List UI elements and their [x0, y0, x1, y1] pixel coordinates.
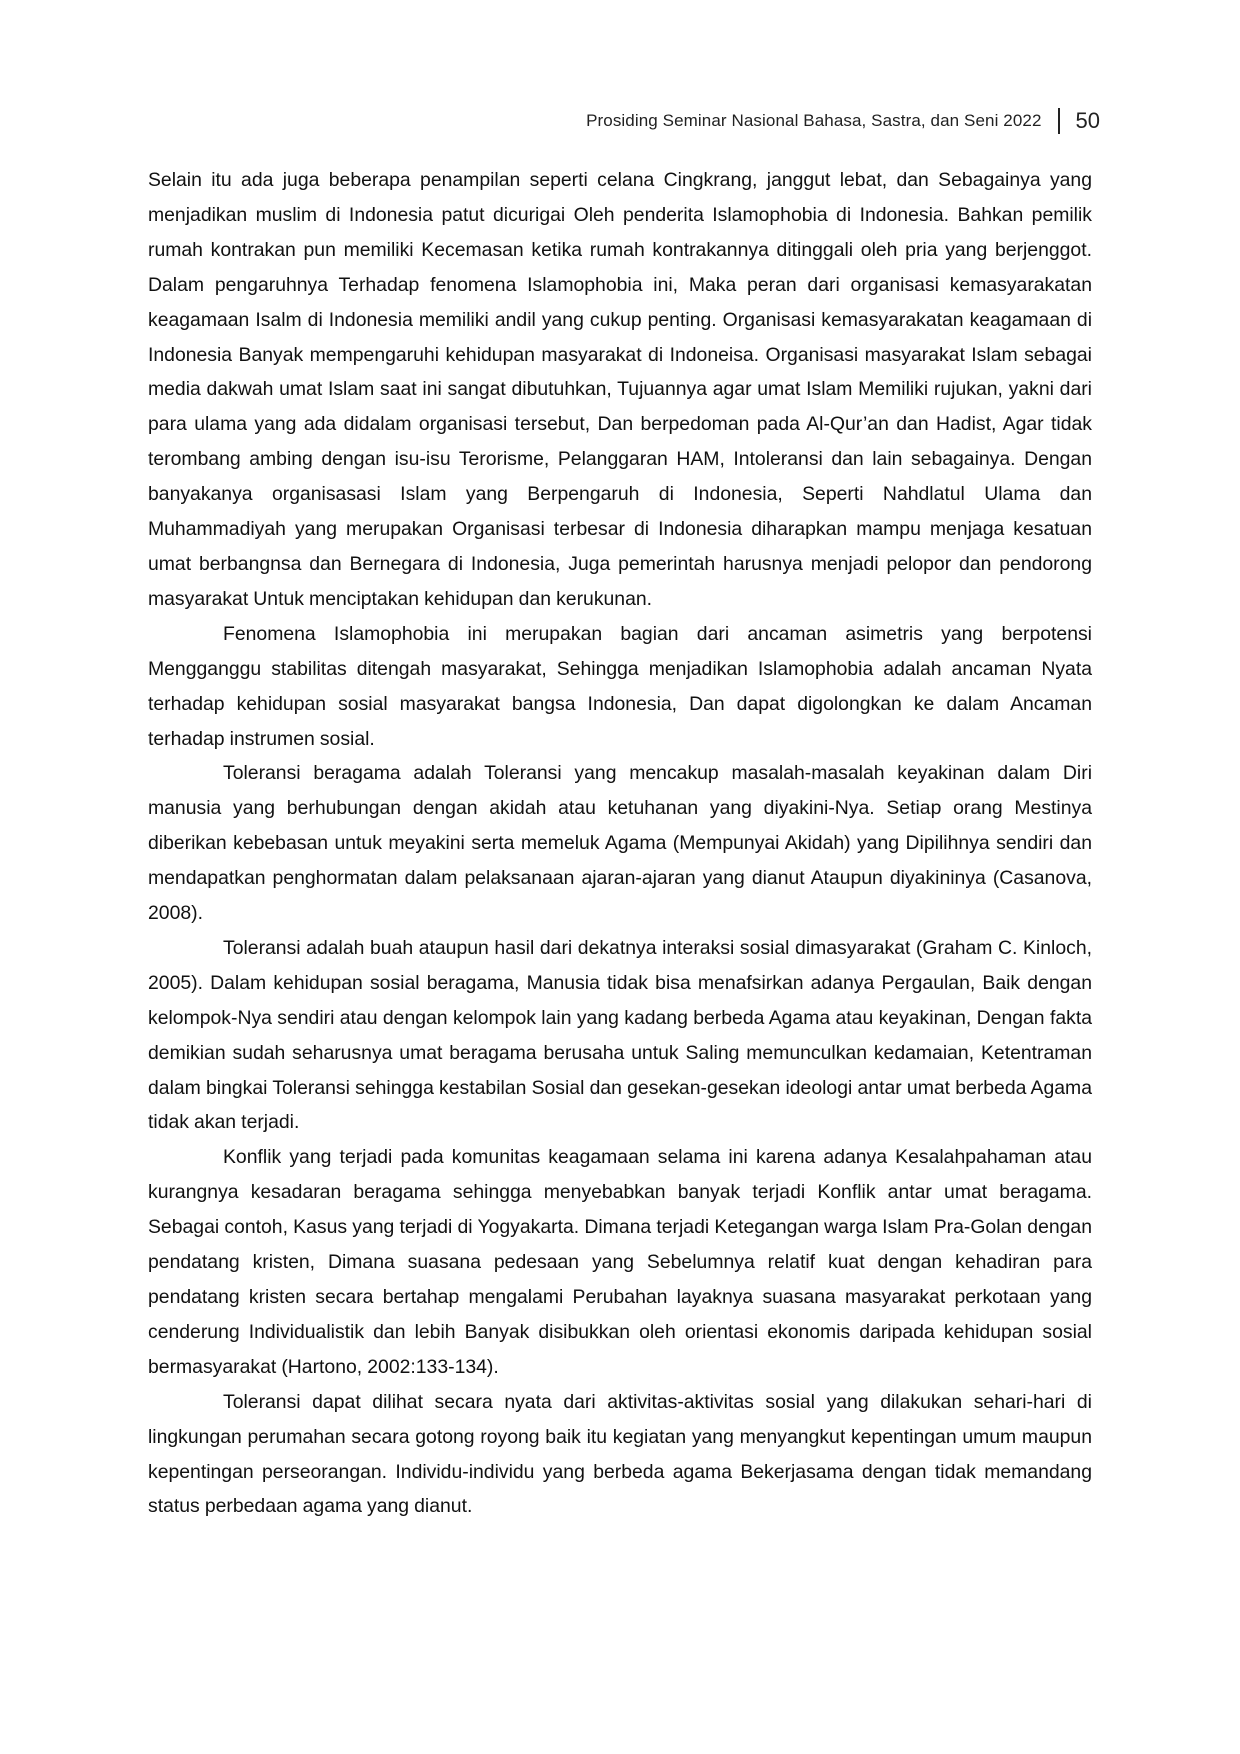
- paragraph-2: Fenomena Islamophobia ini merupakan bagian dari ancaman asimetris yang berpotensi Mengganggu stabilitas ditengah masyarakat, Sehingga menjadikan Islamophobia adalah ancaman Nyata terhadap kehidupan sosial masyarakat bangsa Indonesia, Dan dapat digolongkan ke dalam Ancaman terhadap instrumen sosial.: [148, 622, 1092, 750]
- paragraph-1: Selain itu ada juga beberapa penampilan seperti celana Cingkrang, janggut lebat, dan Sebagainya yang menjadikan muslim di Indonesia patut dicurigai Oleh penderita Islamophobia di Indonesia. Bahkan pemilik rumah kontrakan pun memiliki Kecemasan ketika rumah kontrakannya ditinggali oleh pria yang berjenggot. Dalam pengaruhnya Terhadap fenomena Islamophobia ini, Maka peran dari organisasi kemasyarakatan keagamaan Isalm di Indonesia memiliki andil yang cukup penting. Organisasi kemasyarakatan keagamaan di Indonesia Banyak mempengaruhi kehidupan masyarakat di Indoneisa. Organisasi masyarakat Islam sebagai media dakwah umat Islam saat ini sangat dibutuhkan, Tujuannya agar umat Islam Memiliki rujukan, yakni dari para ulama yang ada didalam organisasi tersebut, Dan berpedoman pada Al-Qur’an dan Hadist, Agar tidak terombang ambing dengan isu-isu Terorisme, Pelanggaran HAM, Intoleransi dan lain sebagainya. Dengan banyakanya organisasasi Islam yang Berpengaruh di Indonesia, Seperti Nahdlatul Ulama dan Muhammadiyah yang merupakan Organisasi terbesar di Indonesia diharapkan mampu menjaga kesatuan umat berbangnsa dan Bernegara di Indonesia, Juga pemerintah harusnya menjadi pelopor dan pendorong masyarakat Untuk menciptakan kehidupan dan kerukunan.: [148, 169, 1092, 610]
- running-header: [586, 101, 1100, 141]
- paragraph-3: Toleransi beragama adalah Toleransi yang mencakup masalah-masalah keyakinan dalam Diri manusia yang berhubungan dengan akidah atau ketuhanan yang diyakini-Nya. Setiap orang Mestinya diberikan kebebasan untuk meyakini serta memeluk Agama (Mempunyai Akidah) yang Dipilihnya sendiri dan mendapatkan penghormatan dalam pelaksanaan ajaran-ajaran yang dianut Ataupun diyakininya (Casanova, 2008).: [148, 762, 1092, 925]
- body-text: [148, 163, 1092, 1524]
- paragraph-4: Toleransi adalah buah ataupun hasil dari dekatnya interaksi sosial dimasyarakat (Graham C. Kinloch, 2005). Dalam kehidupan sosial beragama, Manusia tidak bisa menafsirkan adanya Pergaulan, Baik dengan kelompok-Nya sendiri atau dengan kelompok lain yang kadang berbeda Agama atau keyakinan, Dengan fakta demikian sudah seharusnya umat beragama berusaha untuk Saling memunculkan kedamaian, Ketentraman dalam bingkai Toleransi sehingga kestabilan Sosial dan gesekan-gesekan ideologi antar umat berbeda Agama tidak akan terjadi.: [148, 936, 1092, 1134]
- paragraph-5: Konflik yang terjadi pada komunitas keagamaan selama ini karena adanya Kesalahpahaman atau kurangnya kesadaran beragama sehingga menyebabkan banyak terjadi Konflik antar umat beragama. Sebagai contoh, Kasus yang terjadi di Yogyakarta. Dimana terjadi Ketegangan warga Islam Pra-Golan dengan pendatang kristen, Dimana suasana pedesaan yang Sebelumnya relatif kuat dengan kehadiran para pendatang kristen secara bertahap mengalami Perubahan layaknya suasana masyarakat perkotaan yang cenderung Individualistik dan lebih Banyak disibukkan oleh orientasi ekonomis daripada kehidupan sosial bermasyarakat (Hartono, 2002:133-134).: [148, 1146, 1092, 1378]
- header-divider: [1058, 108, 1060, 134]
- paragraph-6: Toleransi dapat dilihat secara nyata dari aktivitas-aktivitas sosial yang dilakukan sehari-hari di lingkungan perumahan secara gotong royong baik itu kegiatan yang menyangkut kepentingan umum maupun kepentingan perseorangan. Individu-individu yang berbeda agama Bekerjasama dengan tidak memandang status perbedaan agama yang dianut.: [148, 1390, 1092, 1518]
- proceedings-title: Prosiding Seminar Nasional Bahasa, Sastra, dan Seni 2022: [586, 111, 1042, 130]
- page-number: 50: [1075, 108, 1100, 133]
